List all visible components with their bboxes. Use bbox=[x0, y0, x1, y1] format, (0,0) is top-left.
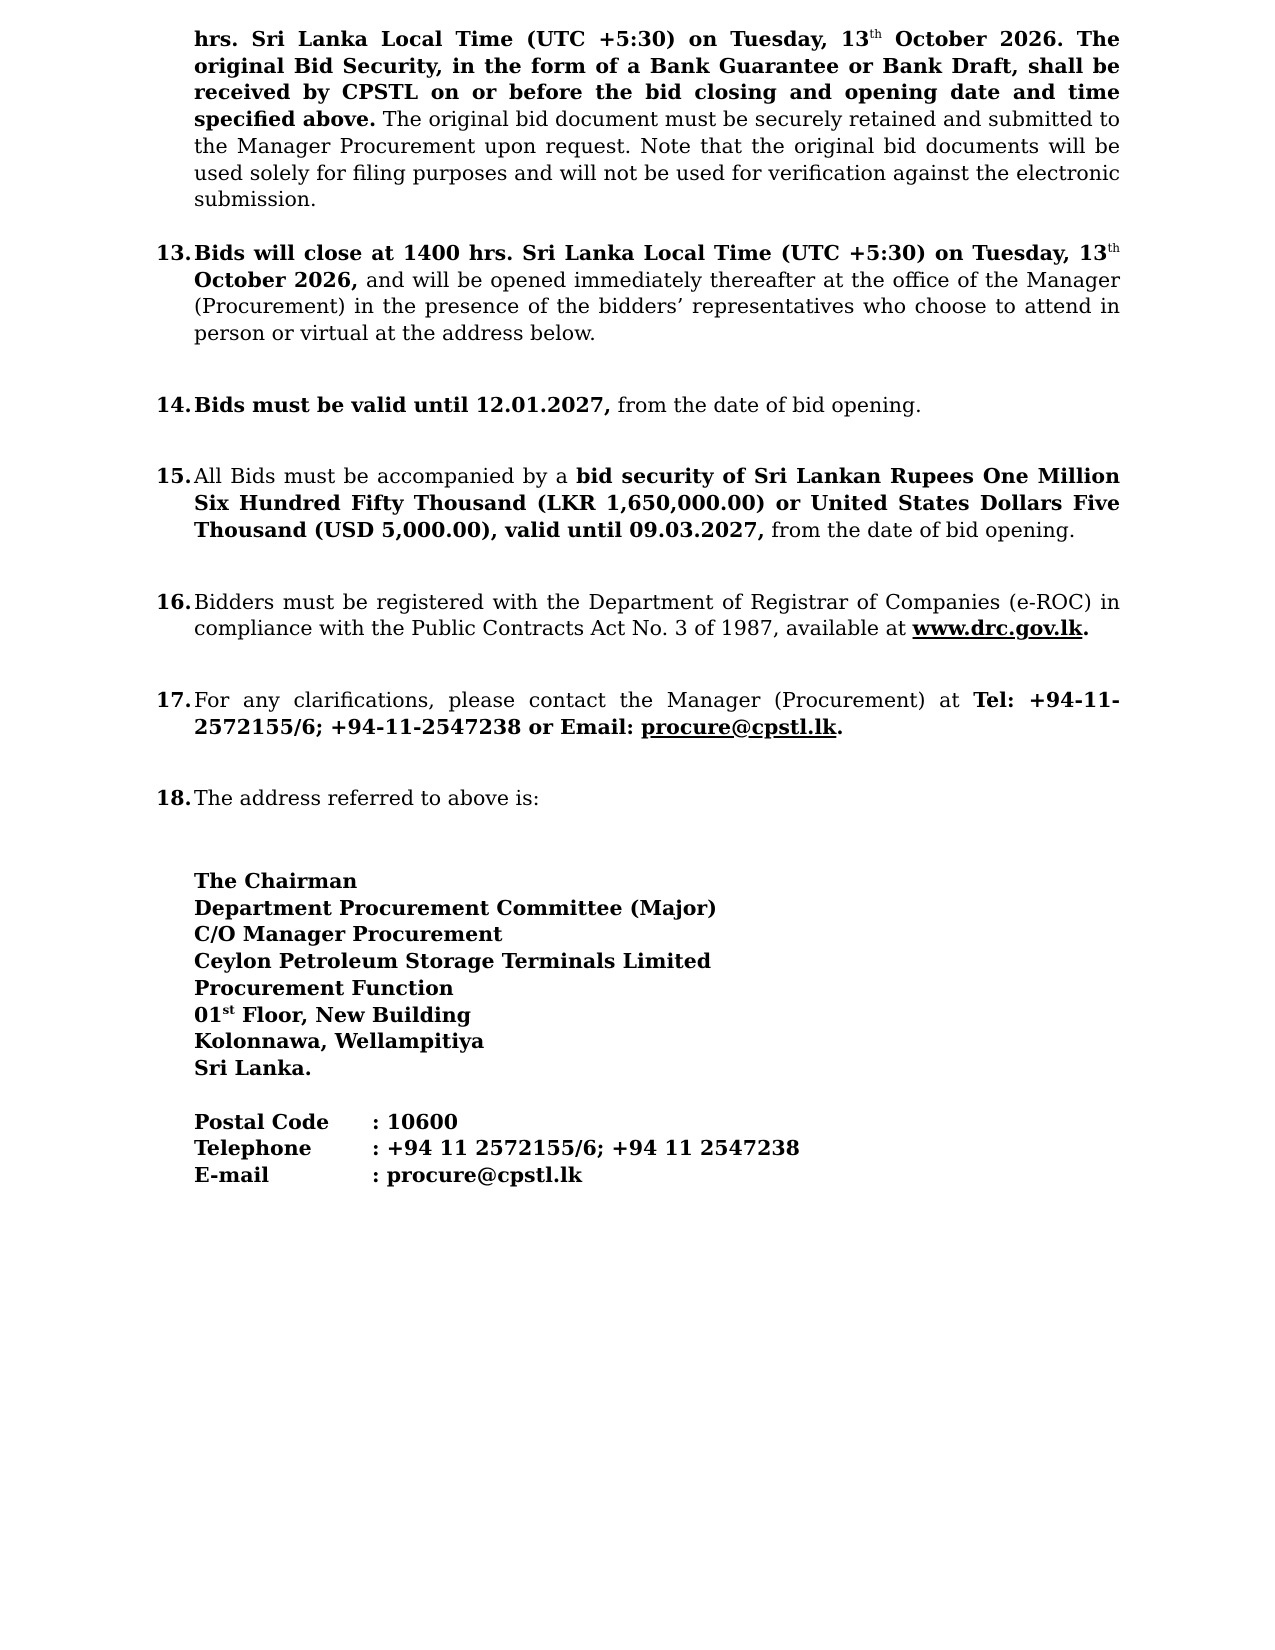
clause-15-number: 15. bbox=[156, 464, 192, 489]
address-line-7: Kolonnawa, Wellampitiya bbox=[194, 1029, 485, 1054]
clause-18 bbox=[156, 785, 1120, 812]
clause-16-body bbox=[194, 589, 1120, 642]
intro-text: The original bid document must be securely retained and submitted to the Manager Procurement upon request. Note that the original bid documents will be used solely for filing purposes and will not be used for verification against the electronic submission. bbox=[194, 107, 1120, 212]
clause-16-end: . bbox=[1082, 616, 1090, 641]
clause-17-bold: Tel: +94-11-2572155/6; +94-11-2547238 or Email: bbox=[194, 687, 1120, 739]
clause-13-text: and will be opened immediately thereafter at the office of the Manager (Procurement) in the presence of the bidders’ representatives who choose to attend in person or virtual at the address below. bbox=[194, 267, 1120, 346]
clause-15-text-2: from the date of bid opening. bbox=[764, 517, 1076, 542]
clause-14-number: 14. bbox=[156, 392, 192, 417]
clause-13 bbox=[156, 240, 1120, 347]
address-line-6 bbox=[194, 1002, 1120, 1029]
clause-13-body bbox=[194, 240, 1120, 347]
address-line-1: The Chairman bbox=[194, 869, 358, 894]
clause-17-text: For any clarifications, please contact the Manager (Procurement) at bbox=[194, 687, 974, 712]
procure-email-link[interactable]: procure@cpstl.lk bbox=[641, 714, 837, 739]
address-line-8: Sri Lanka. bbox=[194, 1055, 312, 1080]
clause-14-text: from the date of bid opening. bbox=[611, 392, 922, 417]
drc-website-link[interactable]: www.drc.gov.lk bbox=[912, 616, 1083, 641]
address-line-6-a: 01 bbox=[194, 1002, 223, 1027]
postal-code-row bbox=[194, 1109, 1120, 1136]
intro-bold-1: hrs. Sri Lanka Local Time (UTC +5:30) on Tuesday, 13 bbox=[194, 27, 870, 51]
intro-bold-2: October 2026. The original Bid Security, in the form of a Bank Guarantee or Bank Draft, shall be received by CPSTL on or before the bid closing and opening date and time specified above. bbox=[194, 27, 1121, 132]
address-line-2: Department Procurement Committee (Major) bbox=[194, 895, 717, 920]
clause-13-bold-1: Bids will close at 1400 hrs. Sri Lanka Local Time (UTC +5:30) on Tuesday, 13 bbox=[194, 240, 1108, 265]
intro-paragraph bbox=[156, 26, 1120, 213]
address-line-6-sup: st bbox=[222, 1002, 235, 1017]
telephone-label: Telephone bbox=[194, 1136, 312, 1161]
clause-17-end: . bbox=[836, 714, 844, 739]
clause-16-number: 16. bbox=[156, 589, 192, 614]
address-line-5: Procurement Function bbox=[194, 975, 454, 1000]
telephone-row bbox=[194, 1135, 1120, 1162]
clause-17-body bbox=[194, 687, 1120, 740]
address-line-4: Ceylon Petroleum Storage Terminals Limited bbox=[194, 949, 712, 974]
address-line-6-b: Floor, New Building bbox=[234, 1002, 471, 1027]
clause-15 bbox=[156, 463, 1120, 543]
email-row bbox=[194, 1162, 1120, 1189]
clause-18-body bbox=[194, 785, 1120, 812]
postal-code-value: : 10600 bbox=[372, 1109, 459, 1134]
clause-18-text: The address referred to above is: bbox=[194, 786, 540, 811]
clause-13-bold-2: October 2026, bbox=[194, 267, 359, 292]
clause-13-number: 13. bbox=[156, 240, 192, 265]
clause-15-text-1: All Bids must be accompanied by a bbox=[194, 464, 577, 489]
clause-18-number: 18. bbox=[156, 786, 192, 811]
clause-15-bold: bid security of Sri Lankan Rupees One Million Six Hundred Fifty Thousand (LKR 1,650,000.00) or United States Dollars Five Thousand (USD 5,000.00), valid until 09.03.2027, bbox=[194, 464, 1120, 542]
address-block bbox=[156, 868, 1120, 1189]
email-label: E-mail bbox=[194, 1163, 270, 1188]
intro-sup: th bbox=[869, 27, 882, 41]
address-line-3: C/O Manager Procurement bbox=[194, 922, 503, 947]
clause-14 bbox=[156, 392, 1120, 419]
clause-13-sup: th bbox=[1107, 240, 1120, 255]
postal-code-label: Postal Code bbox=[194, 1109, 330, 1134]
clause-16 bbox=[156, 589, 1120, 642]
clause-16-text: Bidders must be registered with the Department of Registrar of Companies (e-ROC) in compliance with the Public Contracts Act No. 3 of 1987, available at bbox=[194, 589, 1120, 641]
document-content bbox=[156, 26, 1120, 1189]
clause-17-number: 17. bbox=[156, 687, 192, 712]
email-value: : procure@cpstl.lk bbox=[372, 1163, 582, 1188]
clause-14-bold: Bids must be valid until 12.01.2027, bbox=[194, 392, 612, 417]
clause-17 bbox=[156, 687, 1120, 740]
clause-14-body bbox=[194, 392, 1120, 419]
telephone-value: : +94 11 2572155/6; +94 11 2547238 bbox=[372, 1136, 800, 1161]
clause-15-body bbox=[194, 463, 1120, 543]
